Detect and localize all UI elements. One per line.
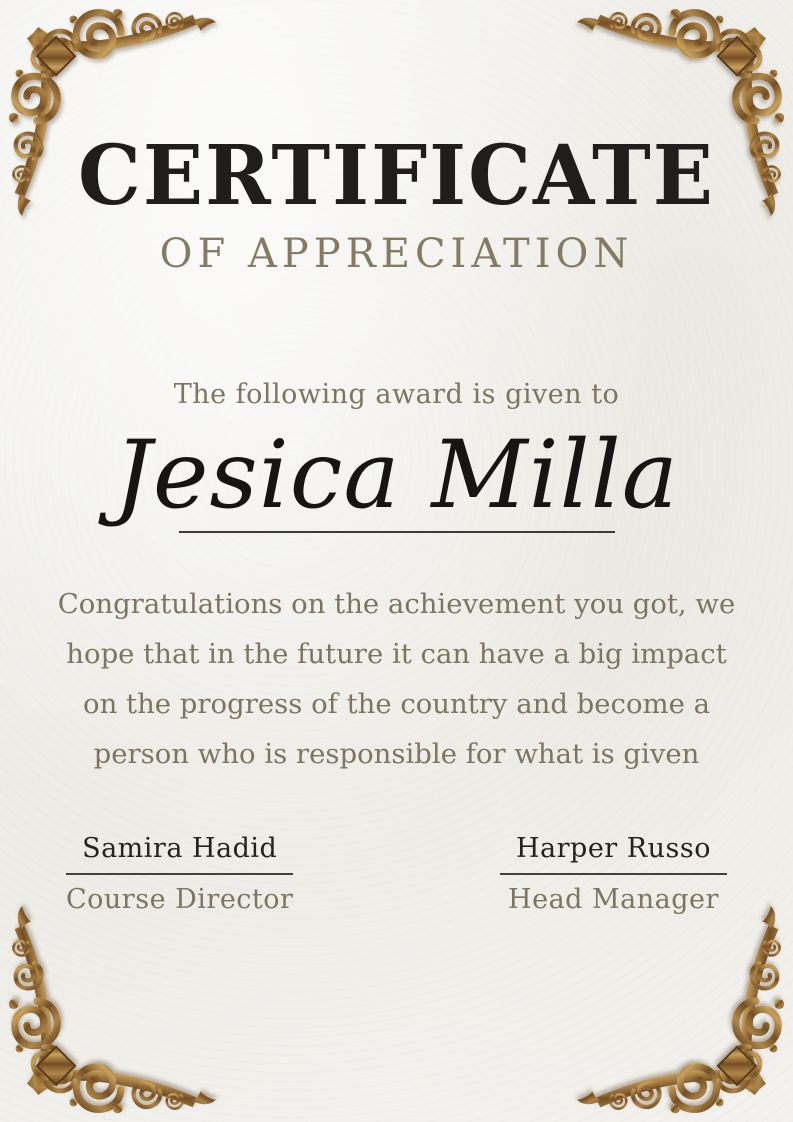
filigree-corner-icon xyxy=(6,904,218,1116)
recipient-underline xyxy=(179,531,615,533)
signer-role: Course Director xyxy=(66,884,294,916)
award-intro-line: The following award is given to xyxy=(173,379,620,410)
signer-name: Harper Russo xyxy=(500,833,727,875)
certificate-subtitle: OF APPRECIATION xyxy=(159,231,634,277)
recipient-name: Jesica Milla xyxy=(114,421,679,530)
congratulations-message: Congratulations on the achievement you got, we hope that in the future it can have a big impact on the progress of the country and become a person who is responsible for what is given xyxy=(57,588,736,771)
signer-role: Head Manager xyxy=(508,884,719,916)
signature-row xyxy=(0,833,793,915)
signature-block-right xyxy=(500,833,727,915)
certificate-title: CERTIFICATE xyxy=(78,127,715,224)
signer-name: Samira Hadid xyxy=(66,833,293,875)
filigree-corner-icon xyxy=(575,904,787,1116)
signature-block-left xyxy=(66,833,293,915)
